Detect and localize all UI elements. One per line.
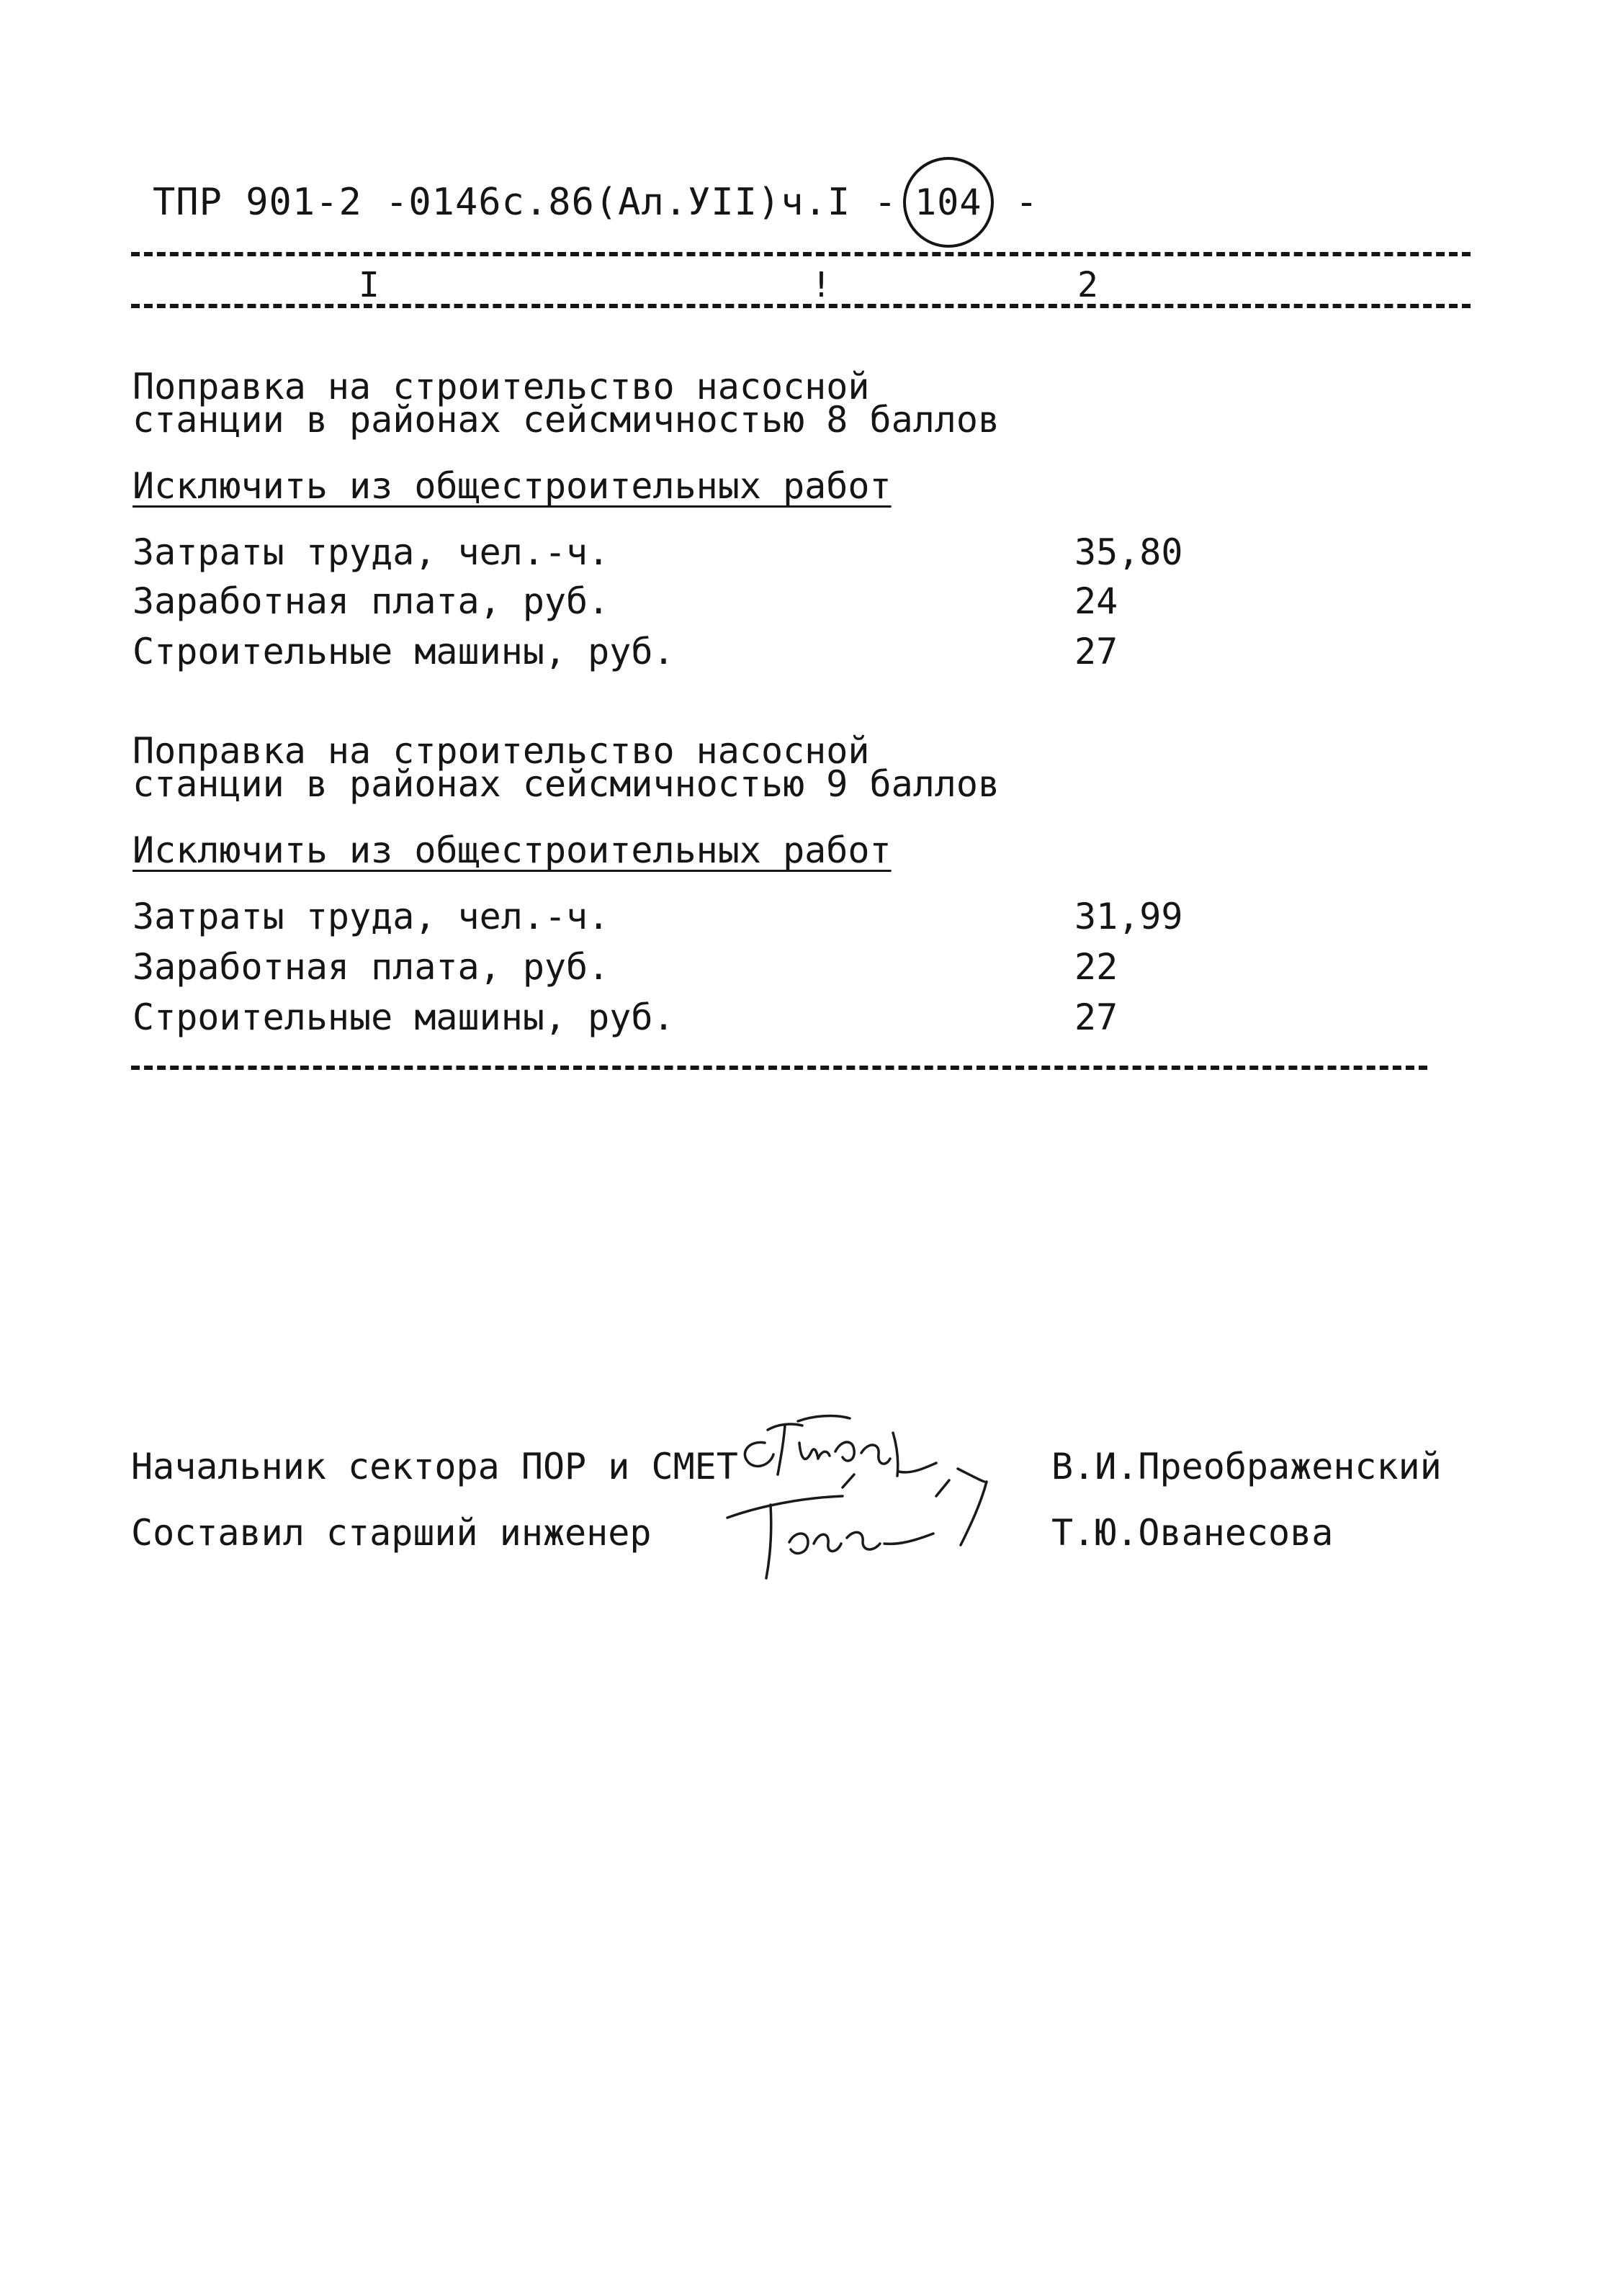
section-2-row-3-value: 27 [1074,996,1118,1038]
section-2-subheading: Исключить из общестроительных работ [133,829,892,871]
section-1-row-3-value: 27 [1074,631,1118,672]
section-1-row-2-label: Заработная плата, руб. [133,580,610,622]
document-code [153,157,1038,248]
section-1-row-2-value: 24 [1074,580,1118,622]
section-1-title-line-2: станции в районах сейсмичностью 8 баллов [133,399,1000,441]
section-2-row-1-label: Затраты труда, чел.-ч. [133,896,610,937]
page-number-circle: 104 [903,157,994,248]
document-code-suffix: - [1015,181,1039,224]
section-1-row-3-label: Строительные машины, руб. [133,631,675,672]
column-separator: ! [811,265,832,305]
dashed-rule-bottom [131,1066,1427,1070]
handwritten-signatures-icon [720,1390,1037,1591]
section-1-subheading: Исключить из общестроительных работ [133,465,892,507]
signature-1-role: Начальник сектора ПОР и СМЕТ [131,1446,738,1487]
dashed-rule-top [131,252,1471,256]
section-1-row-1-value: 35,80 [1074,531,1183,573]
document-code-prefix: ТПР 901-2 -0146с.86(Ал.УII)ч.I - [153,181,897,224]
signature-2-role: Составил старший инженер [131,1512,652,1554]
section-2-row-3-label: Строительные машины, руб. [133,996,675,1038]
column-header-2: 2 [1077,265,1098,305]
signature-1-name: В.И.Преображенский [1051,1446,1442,1487]
dashed-rule-header-bottom [131,304,1471,308]
section-2-title-line-2: станции в районах сейсмичностью 9 баллов [133,763,1000,805]
section-1-title-line-1: Поправка на строительство насосной [133,366,870,408]
section-2-row-1-value: 31,99 [1074,896,1183,937]
section-2-row-2-label: Заработная плата, руб. [133,946,610,988]
column-header-1: I [359,265,380,305]
section-2-row-2-value: 22 [1074,946,1118,988]
section-2-title-line-1: Поправка на строительство насосной [133,730,870,772]
section-1-row-1-label: Затраты труда, чел.-ч. [133,531,610,573]
signature-2-name: Т.Ю.Ованесова [1051,1512,1334,1554]
